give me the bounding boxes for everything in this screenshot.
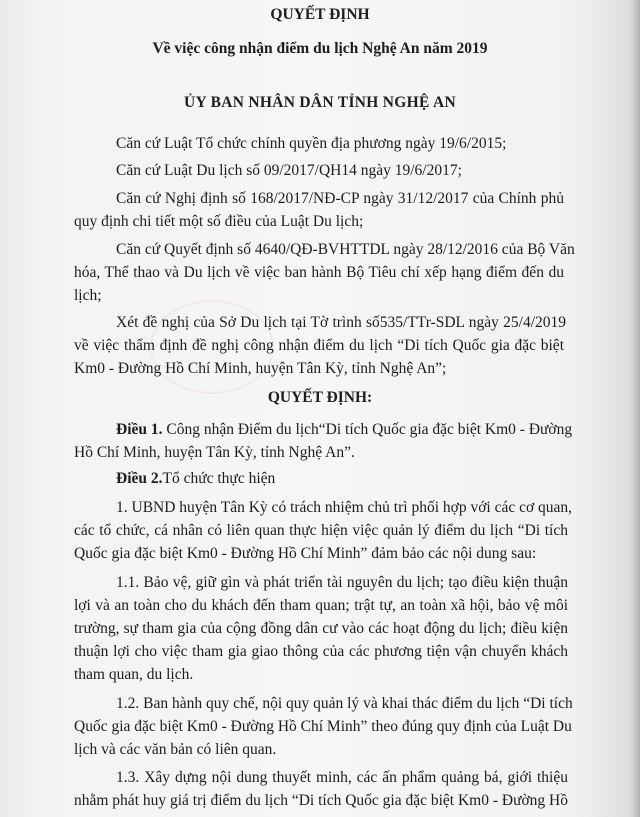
page-edge-shadow [630,0,640,817]
paragraph-line: lịch và các văn bản có liên quan. [74,741,277,758]
article-2-label: Điều 2. [116,470,163,487]
preamble-line: Căn cứ Quyết định số 4640/QĐ-BVHTTDL ngày 28/12/2016 của Bộ Văn [116,241,575,258]
preamble-line: Xét đề nghị của Sở Du lịch tại Tờ trình số535/TTr-SDL ngày 25/4/2019 [116,314,566,331]
paragraph-line: 1.1. Bảo vệ, giữ gìn và phát triển tài nguyên du lịch; tạo điều kiện thuận [116,574,568,591]
paragraph-line: tham quan, du lịch. [74,666,194,683]
paragraph-line: 1. UBND huyện Tân Kỳ có trách nhiệm chủ trì phối hợp với các cơ quan, [116,499,573,516]
paragraph-line: thuận lợi cho việc tham gia giao thông của các phương tiện vận chuyển khách [74,643,568,660]
paragraph-line: Quốc gia đặc biệt Km0 - Đường Hồ Chí Minh” đảm bảo các nội dung sau: [74,545,537,562]
preamble-line: Căn cứ Nghị định số 168/2017/NĐ-CP ngày 31/12/2017 của Chính phủ [116,190,564,207]
article-1-text: Công nhận Điểm du lịch“Di tích Quốc gia đặc biệt Km0 - Đường [162,421,573,438]
article-1-line [116,420,573,440]
preamble-line: Km0 - Đường Hồ Chí Minh, huyện Tân Kỳ, tỉnh Nghệ An”; [74,360,447,377]
issuer-heading: ỦY BAN NHÂN DÂN TỈNH NGHỆ AN [184,94,456,111]
paragraph-line: nhằm phát huy giá trị điểm du lịch “Di tích Quốc gia đặc biệt Km0 - Đường Hồ [74,792,568,809]
preamble-line: Căn cứ Luật Tổ chức chính quyền địa phương ngày 19/6/2015; [116,135,507,152]
preamble-line: hóa, Thể thao và Du lịch về việc ban hành Bộ Tiêu chí xếp hạng điểm đến du [74,264,564,281]
paragraph-line: Quốc gia đặc biệt Km0 - Đường Hồ Chí Minh” theo đúng quy định của Luật Du [74,718,572,735]
article-1-line: Hồ Chí Minh, huyện Tân Kỳ, tỉnh Nghệ An”. [74,444,355,461]
preamble-line: Căn cứ Luật Du lịch số 09/2017/QH14 ngày 19/6/2017; [116,162,462,179]
preamble-line: về việc thẩm định đề nghị công nhận điểm du lịch “Di tích Quốc gia đặc biệt [74,337,564,354]
paragraph-line: trường, sự tham gia của cộng đồng dân cư vào các hoạt động du lịch; điều kiện [74,620,568,637]
paragraph-line: 1.3. Xây dựng nội dung thuyết minh, các ấn phẩm quảng bá, giới thiệu [116,769,568,786]
article-2-line [116,469,275,489]
document-subtitle: Về việc công nhận điểm du lịch Nghệ An năm 2019 [152,40,488,57]
paragraph-line: 1.2. Ban hành quy chế, nội quy quản lý và khai thác điểm du lịch “Di tích [116,695,573,712]
article-2-text: Tổ chức thực hiện [162,470,276,487]
decision-heading: QUYẾT ĐỊNH: [267,389,373,406]
document-title: QUYẾT ĐỊNH [270,6,370,23]
preamble-line: lịch; [74,287,102,304]
paragraph-line: lợi và an toàn cho du khách đến tham quan; trật tự, an toàn xã hội, bảo vệ môi [74,597,568,614]
article-1-label: Điều 1. [116,421,163,438]
preamble-line: quy định chi tiết một số điều của Luật Du lịch; [74,213,364,230]
paragraph-line: các tổ chức, cá nhân có liên quan thực hiện việc quản lý điểm du lịch “Di tích [74,522,568,539]
